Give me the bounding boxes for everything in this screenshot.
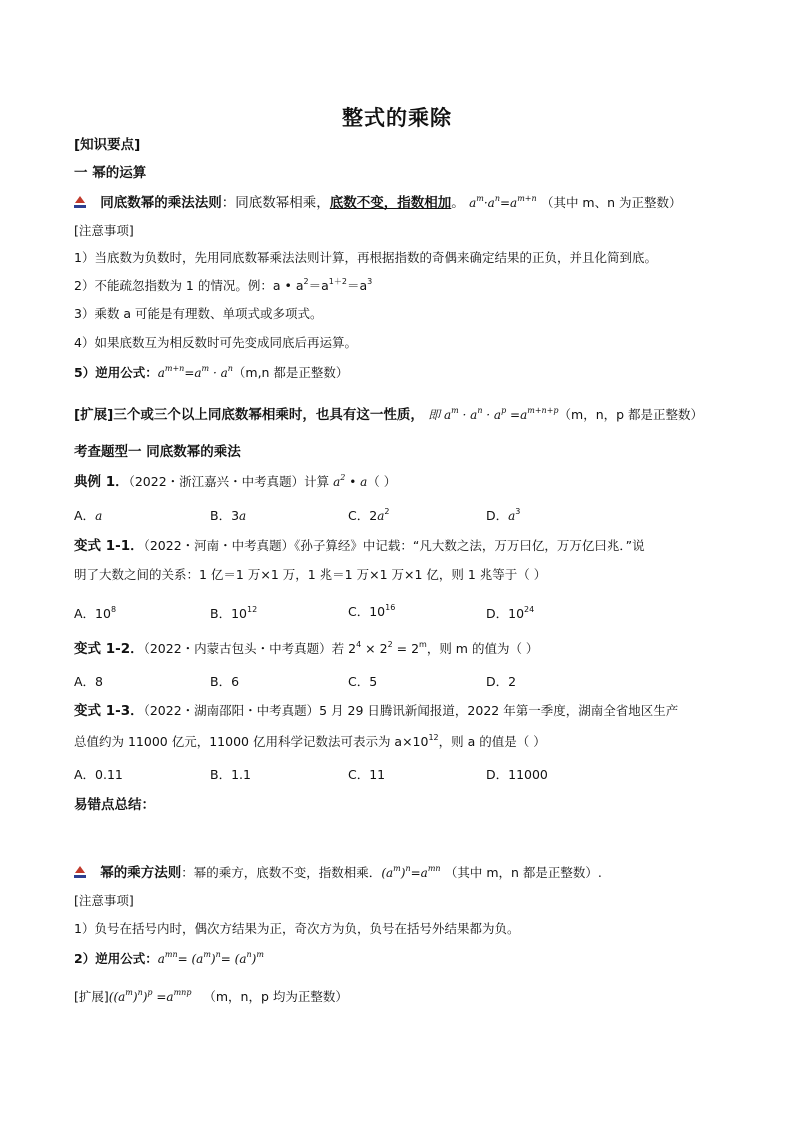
rule1-name: 同底数幂的乘法法则 [100,195,222,211]
variant12-option-d: D．2 [486,674,517,689]
notes2-item2: 2）逆用公式：$a^{mn}= (a^m)^n= (a^n)^m$ [74,950,264,966]
question-type1: 考查题型一 同底数幂的乘法 [74,444,241,460]
variant12-option-b: B．6 [210,674,240,689]
variant11-line1: 变式 1-1．（2022・河南・中考真题）《孙子算经》中记载：“凡大数之法，万万曰亿，万万亿曰兆．”说 [74,538,645,554]
rule1-formula: $a^m\cdot a^n=a^{m+n}$ [469,194,537,210]
variant11-option-b: B．$10^{12}$ [210,604,258,621]
example1-option-b: B．3a [210,508,247,523]
variant13-option-a: A．0.11 [74,767,123,782]
notes1-heading: [注意事项] [74,223,134,238]
variant12-option-a: A．8 [74,674,104,689]
notes2-heading: [注意事项] [74,893,134,908]
rule1-line [74,194,681,212]
variant12-line: 变式 1-2．（2022・内蒙古包头・中考真题）若 $2^4 \times 2^2 = 2^m$，则 m 的值为（ ） [74,639,539,657]
arrow-marker-icon [74,196,86,209]
rule1-text2: 。 [451,195,465,211]
example1-option-d: D．$a^3$ [486,506,521,523]
variant13-option-c: C．11 [348,767,386,782]
variant13-line2: 总值约为 11000 亿元，11000 亿用科学记数法可表示为 $a\times 10^{12}$，则 a 的值是（ ） [74,732,546,749]
variant13-option-b: B．1.1 [210,767,251,782]
extension1-line: [扩展]三个或三个以上同底数幂相乘时，也具有这一性质， 即 $a^m \cdot a^n \cdot a^p =a^{m+n+p}(m$，n，p 都是正整数） [74,406,704,423]
variant11-line2: 明了大数之间的关系：1 亿＝1 万×1 万，1 兆＝1 万×1 万×1 亿，则 1 兆等于（ ） [74,567,547,582]
notes2-item1: 1）负号在括号内时，偶次方结果为正，奇次方为负，负号在括号外结果都为负。 [74,921,520,936]
variant13-line1: 变式 1-3．（2022・湖南邵阳・中考真题）5 月 29 日腾讯新闻报道，2022 年第一季度，湖南全省地区生产 [74,703,679,719]
notes1-item1: 1）当底数为负数时，先用同底数幂乘法法则计算，再根据指数的奇偶来确定结果的正负，并且化简到底。 [74,250,657,265]
notes1-item4: 4）如果底数互为相反数时可先变成同底后再运算。 [74,335,357,350]
notes1-item3: 3）乘数 a 可能是有理数、单项式或多项式。 [74,306,323,321]
rule1-note: （其中 m、n 为正整数） [540,195,682,210]
variant11-option-d: D．$10^{24}$ [486,604,535,621]
notes1-item2: 2）不能疏忽指数为 1 的情况。例：a • $a^2=a^{1+2}=a^3$ [74,276,373,293]
variant13-option-d: D．11000 [486,767,548,782]
rule1-text1: ：同底数幂相乘， [221,195,330,211]
rule2-line: 幂的乘方法则：幂的乘方，底数不变，指数相乘．$(a^m)^n=a^{mn}$ （其中 m，n 都是正整数）. [74,864,602,882]
notes1-item5: 5）逆用公式：$a^{m+n}=a^m \cdot a^n(m,n$ 都是正整数） [74,364,349,380]
part1-heading: 一 幂的运算 [74,165,147,181]
variant12-option-c: C．5 [348,674,378,689]
example1-line: 典例 1．（2022・浙江嘉兴・中考真题）计算 $a^2$ • a（ ） [74,473,397,490]
example1-option-a: A．a [74,508,103,523]
rule1-emphasis: 底数不变，指数相加 [329,195,452,211]
example1-option-c: C．$2a^2$ [348,506,390,523]
section-knowledge: [知识要点] [74,137,141,153]
page-title: 整式的乘除 [342,106,452,130]
arrow-marker-icon [74,866,86,879]
extension2-line: [扩展]$((a^m)^n)^p =a^{mnp}$ （m，n，p 均为正整数） [74,988,348,1004]
variant11-option-c: C．$10^{16}$ [348,602,396,619]
error-summary: 易错点总结： [74,797,155,813]
variant11-option-a: A．$10^8$ [74,604,117,621]
